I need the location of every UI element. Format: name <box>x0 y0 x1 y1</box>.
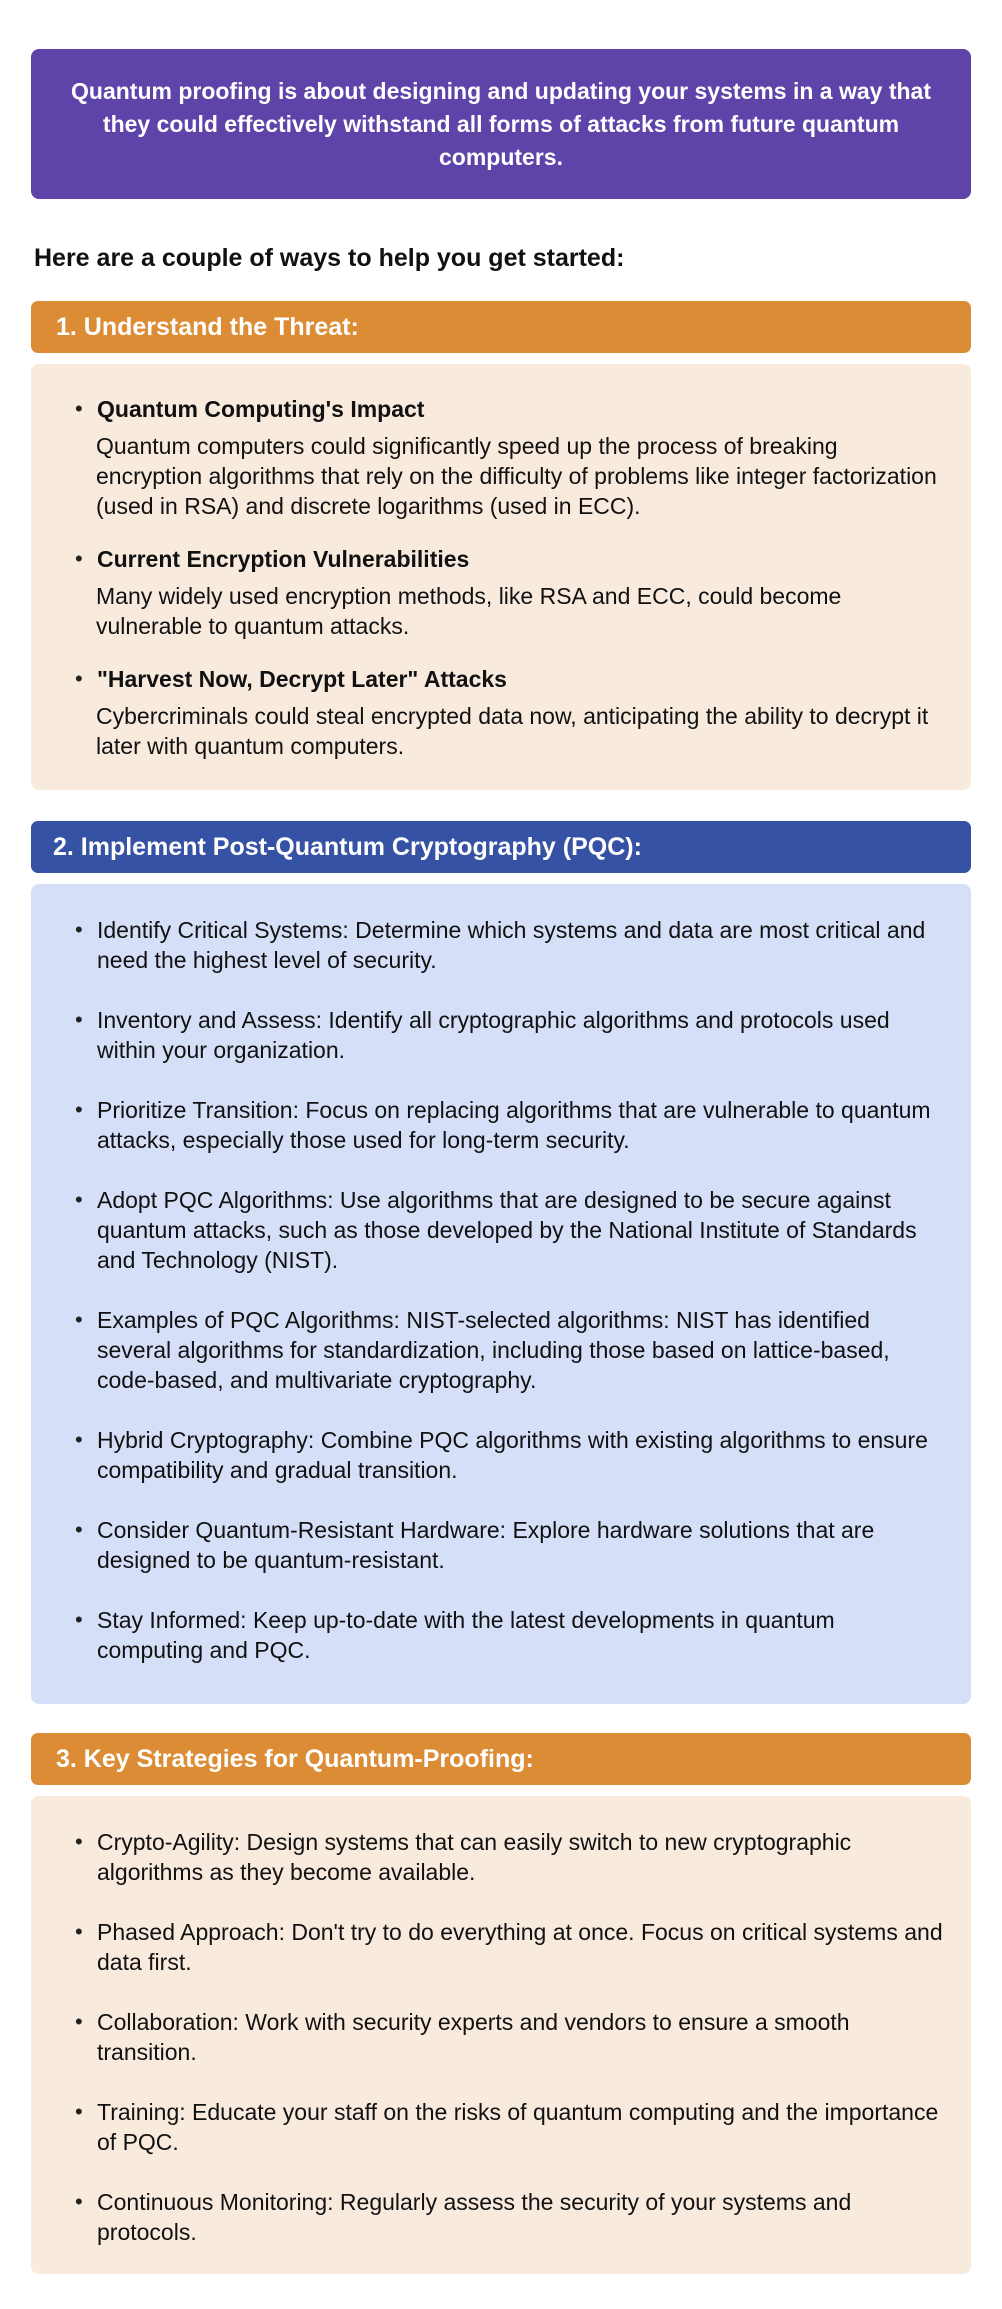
bullet-icon: • <box>75 666 83 691</box>
item-text: Adopt PQC Algorithms: Use algorithms that are designed to be secure against quantum attacks, such as those developed by the National Institute of Standards and Technology (NIST). <box>97 1187 917 1273</box>
intro-text: Quantum proofing is about designing and updating your systems in a way that they could effectively withstand all forms of attacks from future quantum computers. <box>71 77 932 170</box>
item-text: Many widely used encryption methods, like RSA and ECC, could become vulnerable to quantum attacks. <box>96 583 842 639</box>
section-1-heading: 1. Understand the Threat: <box>56 312 359 341</box>
section-3-heading: 3. Key Strategies for Quantum-Proofing: <box>56 1744 534 1773</box>
item-text: Prioritize Transition: Focus on replacing algorithms that are vulnerable to quantum attacks, especially those used for long-term security. <box>97 1097 931 1153</box>
bullet-icon: • <box>75 1607 83 1632</box>
bullet-icon: • <box>75 1517 83 1542</box>
bullet-icon: • <box>75 396 83 421</box>
item-text: Identify Critical Systems: Determine which systems and data are most critical and need the highest level of security. <box>97 917 926 973</box>
bullet-icon: • <box>75 2009 83 2034</box>
item-text: Examples of PQC Algorithms: NIST-selected algorithms: NIST has identified several algorithms for standardization, including those based on lattice-based, code-based, and multivariate cryptography. <box>97 1307 890 1393</box>
item-text: Consider Quantum-Resistant Hardware: Explore hardware solutions that are designed to be quantum-resistant. <box>97 1517 875 1573</box>
bullet-icon: • <box>75 917 83 942</box>
item-text: Cybercriminals could steal encrypted data now, anticipating the ability to decrypt it later with quantum computers. <box>96 703 929 759</box>
bullet-icon: • <box>75 2099 83 2124</box>
section-1-header <box>31 301 971 353</box>
item-title: Current Encryption Vulnerabilities <box>97 546 470 572</box>
intro-banner <box>31 49 971 199</box>
bullet-icon: • <box>75 1007 83 1032</box>
section-2-panel <box>31 884 971 1704</box>
section-3-header <box>31 1733 971 1785</box>
item-text: Crypto-Agility: Design systems that can easily switch to new cryptographic algorithms as they become available. <box>97 1829 852 1885</box>
item-text: Phased Approach: Don't try to do everything at once. Focus on critical systems and data first. <box>97 1919 943 1975</box>
item-text: Stay Informed: Keep up-to-date with the latest developments in quantum computing and PQC. <box>97 1607 835 1663</box>
bullet-icon: • <box>75 1427 83 1452</box>
item-title: "Harvest Now, Decrypt Later" Attacks <box>97 666 507 692</box>
bullet-icon: • <box>75 1919 83 1944</box>
lead-heading: Here are a couple of ways to help you get started: <box>34 244 625 272</box>
item-text: Collaboration: Work with security experts and vendors to ensure a smooth transition. <box>97 2009 850 2065</box>
bullet-icon: • <box>75 2189 83 2214</box>
item-title: Quantum Computing's Impact <box>97 396 425 422</box>
section-3-panel <box>31 1796 971 2274</box>
bullet-icon: • <box>75 1187 83 1212</box>
item-text: Continuous Monitoring: Regularly assess the security of your systems and protocols. <box>97 2189 852 2245</box>
bullet-icon: • <box>75 546 83 571</box>
item-text: Training: Educate your staff on the risks of quantum computing and the importance of PQC. <box>97 2099 939 2155</box>
item-text: Quantum computers could significantly speed up the process of breaking encryption algorithms that rely on the difficulty of problems like integer factorization (used in RSA) and discrete logarithms (used in ECC). <box>96 433 937 519</box>
section-2-header <box>31 821 971 873</box>
bullet-icon: • <box>75 1307 83 1332</box>
bullet-icon: • <box>75 1097 83 1122</box>
item-text: Hybrid Cryptography: Combine PQC algorithms with existing algorithms to ensure compatibility and gradual transition. <box>97 1427 928 1483</box>
section-1-panel <box>31 364 971 790</box>
item-text: Inventory and Assess: Identify all cryptographic algorithms and protocols used within your organization. <box>97 1007 890 1063</box>
section-2-heading: 2. Implement Post-Quantum Cryptography (PQC): <box>53 832 642 861</box>
bullet-icon: • <box>75 1829 83 1854</box>
